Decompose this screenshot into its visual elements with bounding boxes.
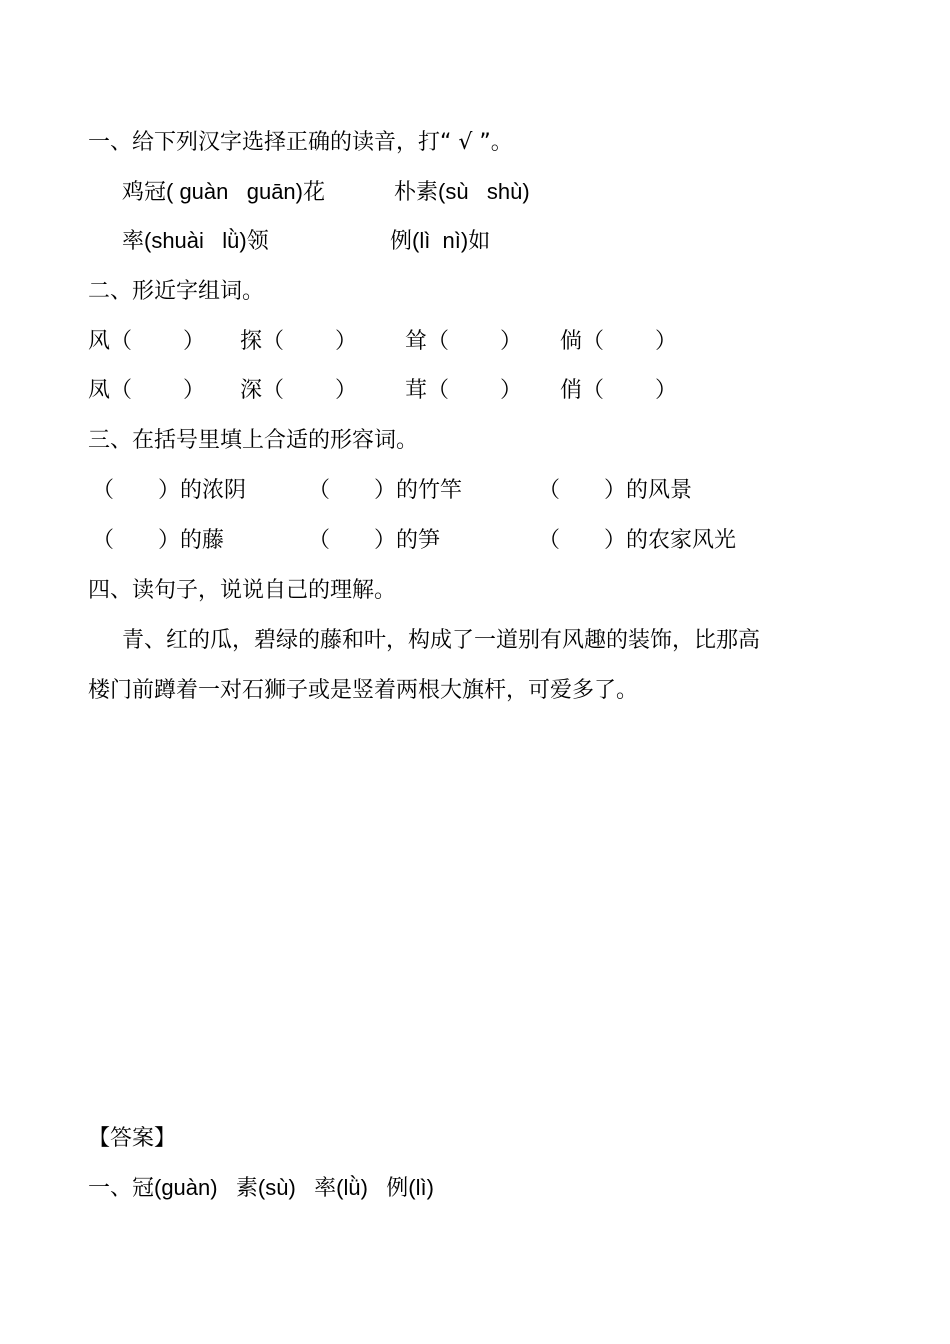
section4-passage-line2: 楼门前蹲着一对石狮子或是竖着两根大旗杆，可爱多了。 bbox=[88, 678, 639, 703]
section2-word-blank: 倘（ ） bbox=[560, 329, 677, 354]
section3-adjective-blank: （ ）的农家风光 bbox=[538, 528, 737, 553]
section1-item-shuailing: 率(shuài lǜ)领 bbox=[122, 228, 269, 253]
section1-item-jiguan: 鸡冠( guàn guān)花 bbox=[122, 179, 325, 204]
section1-heading: 一、给下列汉字选择正确的读音，打“ √ ”。 bbox=[88, 130, 513, 155]
section2-word-blank: 凤（ ） bbox=[88, 378, 205, 403]
section3-adjective-blank: （ ）的竹竿 bbox=[308, 478, 463, 503]
section3-adjective-blank: （ ）的浓阴 bbox=[92, 478, 247, 503]
section2-word-blank: 风（ ） bbox=[88, 329, 205, 354]
section3-adjective-blank: （ ）的风景 bbox=[538, 478, 693, 503]
section3-adjective-blank: （ ）的藤 bbox=[92, 528, 225, 553]
section4-passage-line1: 青、红的瓜，碧绿的藤和叶，构成了一道别有风趣的装饰，比那高 bbox=[122, 628, 761, 653]
section3-heading: 三、在括号里填上合适的形容词。 bbox=[88, 428, 419, 453]
section1-item-liru: 例(lì nì)如 bbox=[390, 228, 491, 253]
section2-heading: 二、形近字组词。 bbox=[88, 279, 265, 304]
section4-heading: 四、读句子，说说自己的理解。 bbox=[88, 578, 397, 603]
section1-item-pusu: 朴素(sù shù) bbox=[394, 179, 530, 204]
answer-heading: 【答案】 bbox=[88, 1126, 177, 1151]
answer-line1: 一、冠(guàn) 素(sù) 率(lǜ) 例(lì) bbox=[88, 1175, 434, 1200]
section2-word-blank: 耸（ ） bbox=[405, 329, 522, 354]
section2-word-blank: 茸（ ） bbox=[405, 378, 522, 403]
section3-adjective-blank: （ ）的笋 bbox=[308, 528, 441, 553]
section2-word-blank: 探（ ） bbox=[240, 329, 357, 354]
section2-word-blank: 俏（ ） bbox=[560, 378, 677, 403]
section2-word-blank: 深（ ） bbox=[240, 378, 357, 403]
